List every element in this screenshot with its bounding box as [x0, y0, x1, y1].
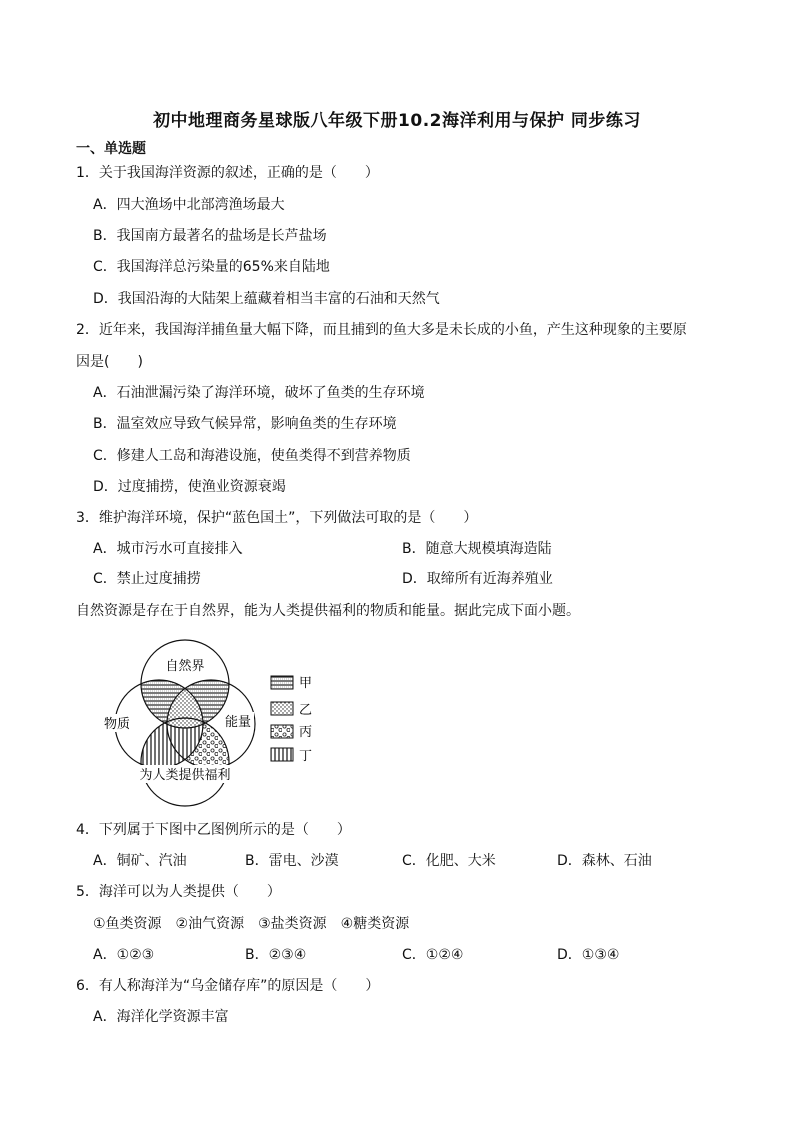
question-5-option-b[interactable]: B．②③④: [245, 947, 307, 963]
section-heading: 一、单选题: [76, 141, 146, 157]
question-2-option-b[interactable]: B．温室效应导致气候异常，影响鱼类的生存环境: [93, 416, 397, 432]
question-4-stem: 4．下列属于下图中乙图例所示的是（ ）: [76, 822, 351, 838]
question-2-stem-line1: 2．近年来，我国海洋捕鱼量大幅下降，而且捕到的鱼大多是未长成的小鱼，产生这种现象的主要原: [76, 322, 687, 338]
question-2-option-a[interactable]: A．石油泄漏污染了海洋环境，破坏了鱼类的生存环境: [93, 385, 425, 401]
question-4-option-a[interactable]: A．铜矿、汽油: [93, 853, 187, 869]
question-3-option-a[interactable]: A．城市污水可直接排入: [93, 541, 243, 557]
question-2-stem-line2: 因是( ): [76, 354, 143, 370]
question-5-option-a[interactable]: A．①②③: [93, 947, 155, 963]
page-title: 初中地理商务星球版八年级下册10.2海洋利用与保护 同步练习: [153, 111, 641, 131]
question-3-option-d[interactable]: D．取缔所有近海养殖业: [402, 571, 553, 587]
material-intro: 自然资源是存在于自然界，能为人类提供福利的物质和能量。据此完成下面小题。: [76, 603, 580, 619]
legend-swatch-bing: [271, 725, 293, 738]
question-3-option-b[interactable]: B．随意大规模填海造陆: [402, 541, 552, 557]
question-1-option-a[interactable]: A．四大渔场中北部湾渔场最大: [93, 197, 285, 213]
question-6-option-a[interactable]: A．海洋化学资源丰富: [93, 1009, 229, 1025]
question-6-stem: 6．有人称海洋为“乌金储存库”的原因是（ ）: [76, 978, 380, 994]
question-3-stem: 3．维护海洋环境，保护“蓝色国土”，下列做法可取的是（ ）: [76, 510, 478, 526]
question-2-option-c[interactable]: C．修建人工岛和海港设施，使鱼类得不到营养物质: [93, 448, 411, 464]
venn-label-right: 能量: [224, 715, 252, 730]
question-5-stem: 5．海洋可以为人类提供（ ）: [76, 884, 281, 900]
legend-label-jia: 甲: [299, 676, 313, 691]
question-4-option-c[interactable]: C．化肥、大米: [402, 853, 496, 869]
question-1-stem: 1．关于我国海洋资源的叙述，正确的是（ ）: [76, 165, 379, 181]
legend-label-yi: 乙: [299, 703, 313, 718]
legend-swatch-jia: [271, 676, 293, 689]
question-5-items: ①鱼类资源 ②油气资源 ③盐类资源 ④糖类资源: [93, 916, 410, 932]
question-1-option-d[interactable]: D．我国沿海的大陆架上蕴藏着相当丰富的石油和天然气: [93, 291, 440, 307]
question-5-option-d[interactable]: D．①③④: [557, 947, 620, 963]
venn-label-bottom: 为人类提供福利: [139, 768, 231, 783]
legend-swatch-ding: [271, 748, 293, 761]
question-5-option-c[interactable]: C．①②④: [402, 947, 464, 963]
question-4-option-b[interactable]: B．雷电、沙漠: [245, 853, 339, 869]
legend-label-bing: 丙: [299, 725, 313, 740]
legend-label-ding: 丁: [299, 749, 313, 764]
venn-label-top: 自然界: [165, 659, 205, 674]
question-1-option-c[interactable]: C．我国海洋总污染量的65%来自陆地: [93, 259, 330, 275]
venn-label-left: 物质: [103, 717, 131, 732]
legend-swatch-yi: [271, 702, 293, 715]
question-3-option-c[interactable]: C．禁止过度捕捞: [93, 571, 201, 587]
question-2-option-d[interactable]: D．过度捕捞，使渔业资源衰竭: [93, 479, 286, 495]
question-1-option-b[interactable]: B．我国南方最著名的盐场是长芦盐场: [93, 228, 327, 244]
question-4-option-d[interactable]: D．森林、石油: [557, 853, 652, 869]
venn-legend: [271, 676, 312, 764]
venn-diagram: [90, 636, 330, 812]
